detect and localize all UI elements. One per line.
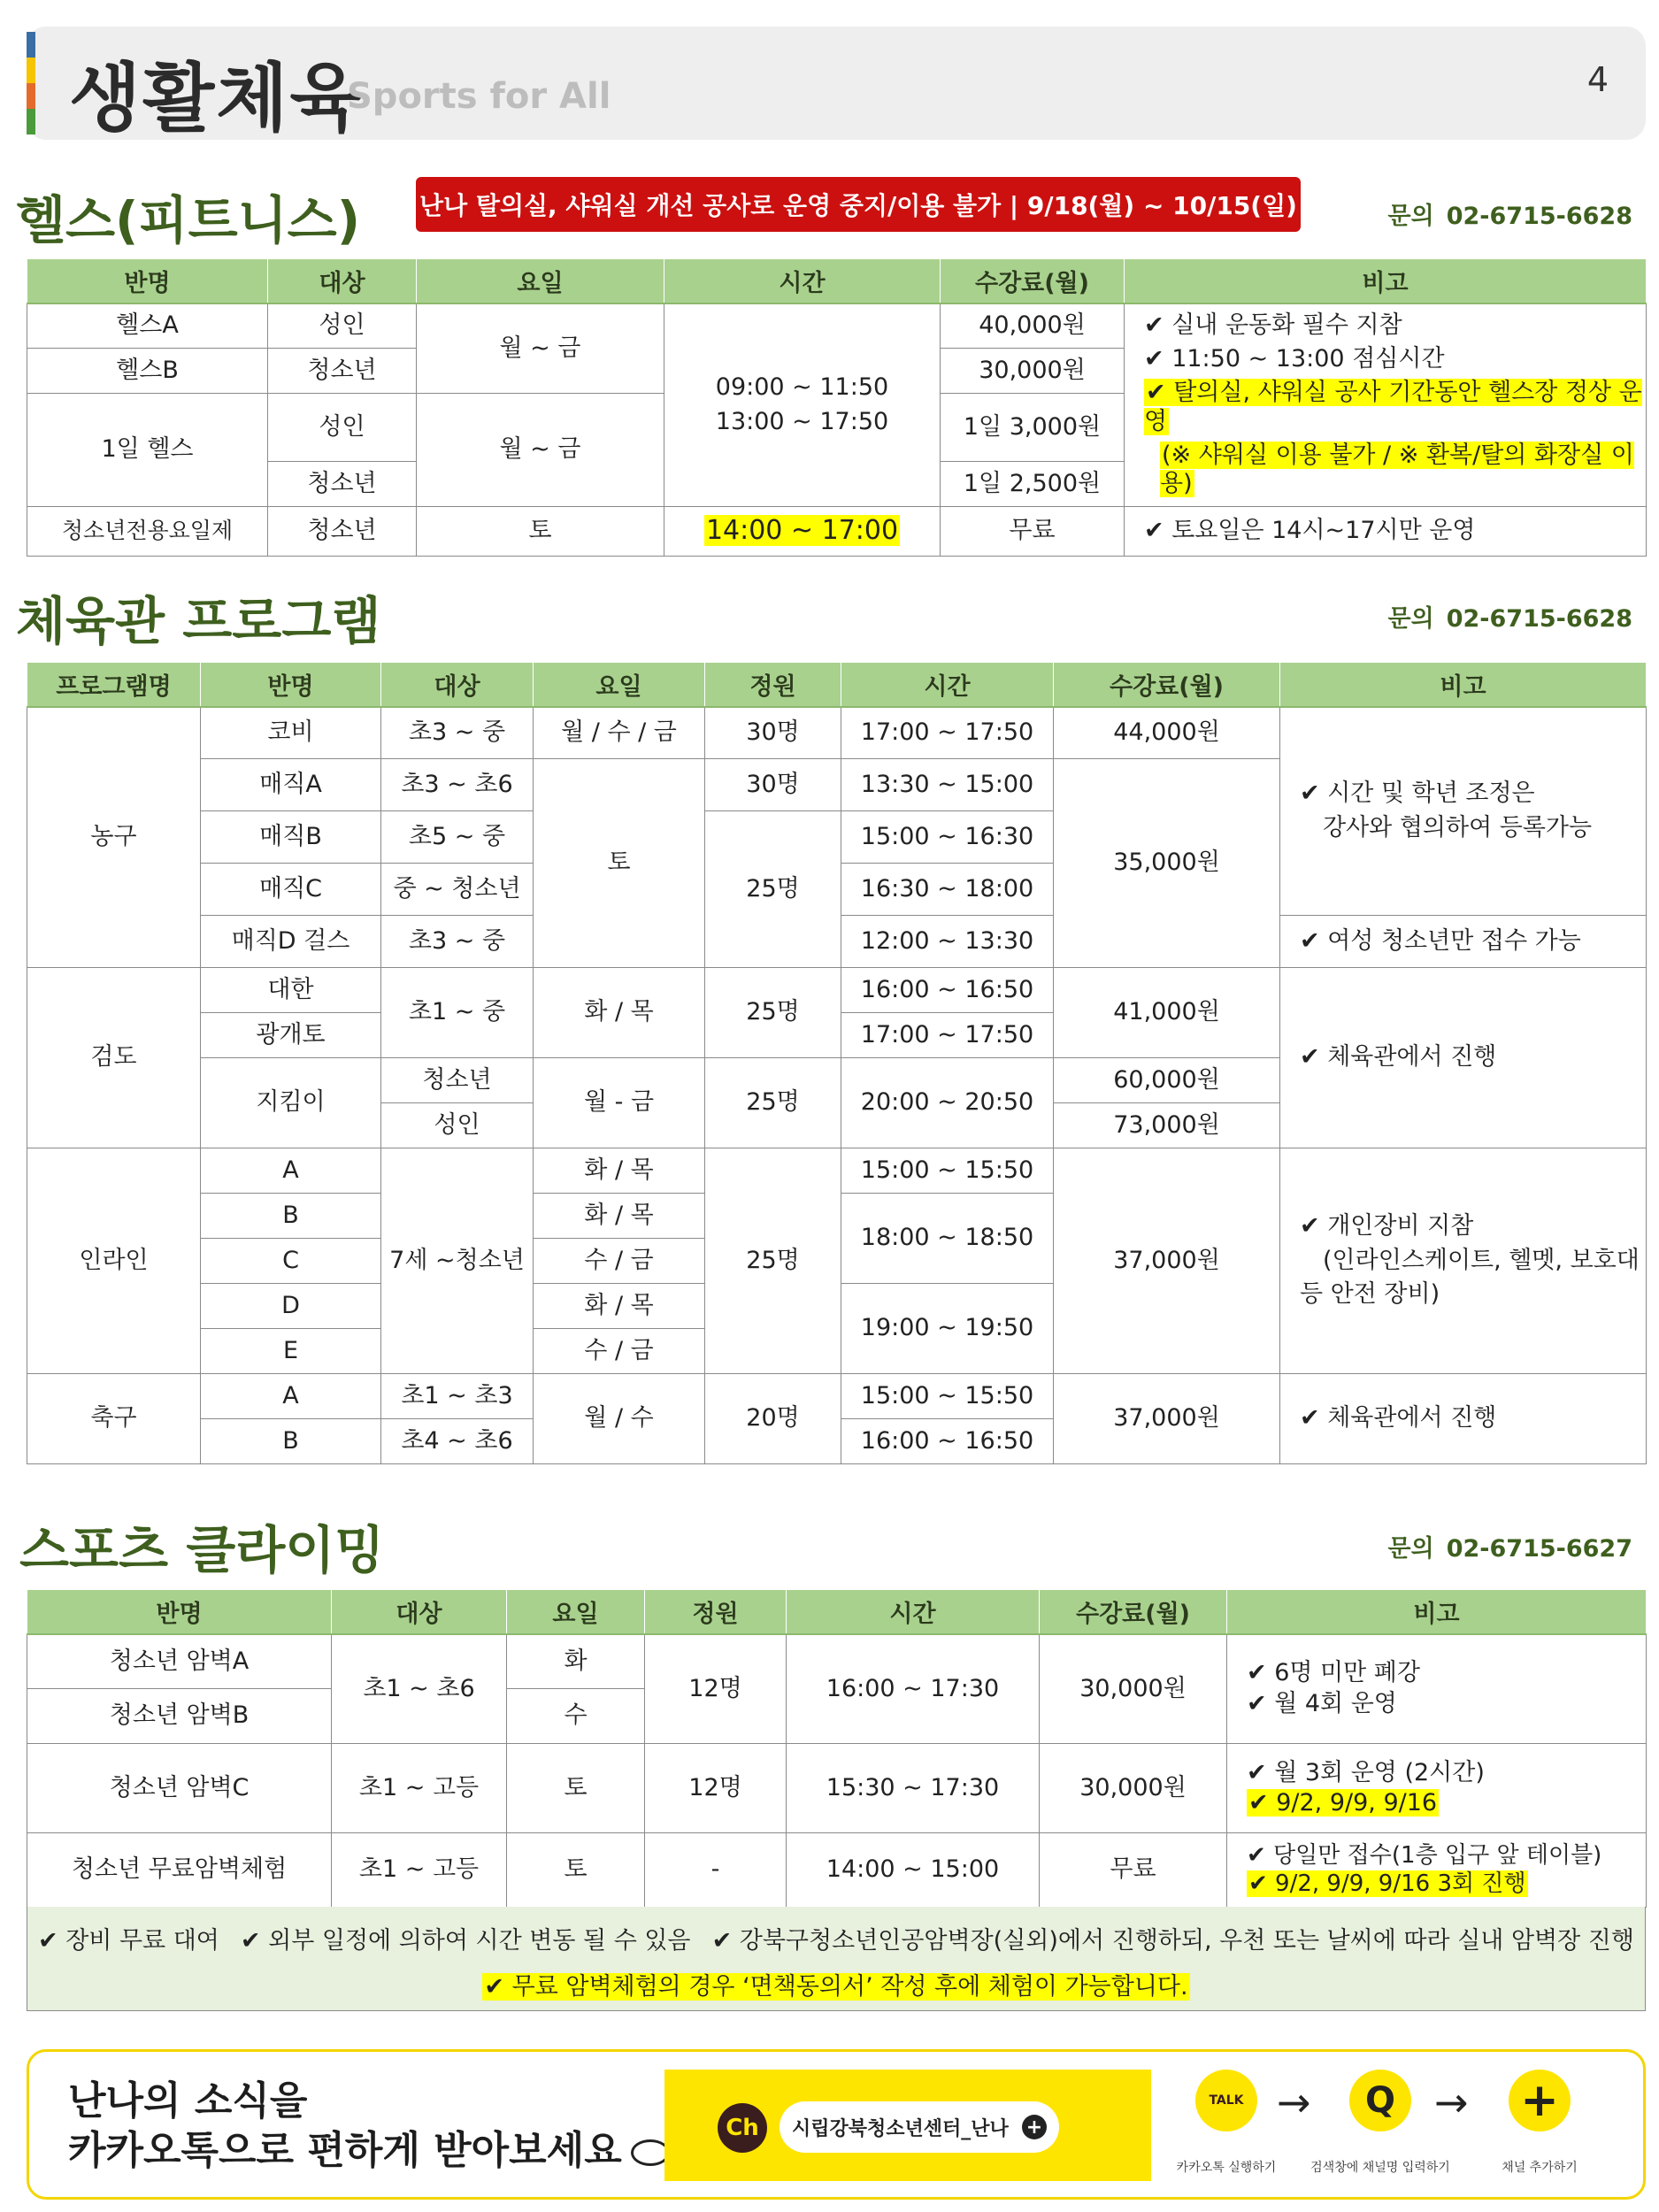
cell: 40,000원 xyxy=(941,303,1125,349)
cell-note: ✔ 당일만 접수(1층 입구 앞 테이블) ✔ 9/2, 9/9, 9/16 3회 진행 xyxy=(1227,1833,1647,1908)
cell-note: ✔ 개인장비 지참 (인라인스케이트, 헬멧, 보호대 등 안전 장비) xyxy=(1280,1148,1647,1374)
col-header: 요일 xyxy=(417,259,664,303)
climbing-contact: 문의 02-6715-6627 xyxy=(1387,1535,1632,1563)
cell: 수 / 금 xyxy=(534,1329,705,1374)
kakao-channel-icon: Ch xyxy=(718,2103,767,2153)
cell: 농구 xyxy=(27,707,201,968)
cell: A xyxy=(201,1374,381,1419)
step-caption: 검색창에 채널명 입력하기 xyxy=(1310,2161,1450,2175)
cell: 44,000원 xyxy=(1054,707,1280,759)
cell: 초4 ~ 초6 xyxy=(381,1419,534,1464)
cell: 무료 xyxy=(1040,1833,1227,1908)
cell-note: ✔ 6명 미만 폐강 ✔ 월 4회 운영 xyxy=(1227,1634,1647,1744)
cell: 성인 xyxy=(381,1103,534,1148)
arrow-icon: → xyxy=(1277,2078,1311,2126)
cell: 25명 xyxy=(705,811,841,968)
cell: 헬스B xyxy=(27,349,268,394)
cell: D xyxy=(201,1284,381,1329)
cell: 30명 xyxy=(705,707,841,759)
cell-note: ✔ 실내 운동화 필수 지참 ✔ 11:50 ~ 13:00 점심시간 ✔ 탈의실, 샤워실 공사 기간동안 헬스장 정상 운영 (※ 샤워실 이용 불가 / ※ 환복/탈의 화장실 이용) xyxy=(1125,303,1647,507)
cell: 16:00 ~ 16:50 xyxy=(841,968,1054,1013)
table-row xyxy=(27,1833,1647,1908)
add-icon: + xyxy=(1022,2115,1047,2139)
col-header: 대상 xyxy=(268,259,417,303)
col-header: 비고 xyxy=(1227,1590,1647,1634)
cell: 성인 xyxy=(268,394,417,462)
cell: 화 xyxy=(507,1634,645,1689)
cell: 초3 ~ 초6 xyxy=(381,759,534,811)
cell: 15:00 ~ 15:50 xyxy=(841,1148,1054,1194)
col-header: 대상 xyxy=(381,663,534,707)
cell-note: ✔ 체육관에서 진행 xyxy=(1280,1374,1647,1464)
col-header: 시간 xyxy=(664,259,941,303)
footnote-item: ✔ 외부 일정에 의하여 시간 변동 될 수 있음 xyxy=(240,1927,691,1955)
cell: 토 xyxy=(507,1744,645,1833)
cell: 19:00 ~ 19:50 xyxy=(841,1284,1054,1374)
col-header: 비고 xyxy=(1125,259,1647,303)
cell: 매직C xyxy=(201,864,381,916)
cell-note: ✔ 여성 청소년만 접수 가능 xyxy=(1280,916,1647,968)
cell: B xyxy=(201,1419,381,1464)
page-subtitle: Sports for All xyxy=(347,76,611,117)
cell: 매직A xyxy=(201,759,381,811)
cell: 화 / 목 xyxy=(534,1148,705,1194)
cell: 토 xyxy=(534,759,705,968)
cell: A xyxy=(201,1148,381,1194)
cell: 화 / 목 xyxy=(534,1284,705,1329)
cell: 매직D 걸스 xyxy=(201,916,381,968)
cell: 청소년 무료암벽체험 xyxy=(27,1833,332,1908)
cell: 화 / 목 xyxy=(534,968,705,1058)
cell-time: 09:00 ~ 11:50 13:00 ~ 17:50 xyxy=(664,303,941,507)
cell: 14:00 ~ 15:00 xyxy=(787,1833,1040,1908)
col-header: 프로그램명 xyxy=(27,663,201,707)
cell: 월 ~ 금 xyxy=(417,303,664,394)
cell: 수 xyxy=(507,1689,645,1744)
cell: 12:00 ~ 13:30 xyxy=(841,916,1054,968)
climbing-title: 스포츠 클라이밍 xyxy=(19,1520,385,1580)
cell: 토 xyxy=(417,506,664,556)
footnote-item: ✔ 장비 무료 대여 xyxy=(38,1927,219,1955)
col-header: 시간 xyxy=(841,663,1054,707)
cell: 1일 2,500원 xyxy=(941,461,1125,506)
gym-contact: 문의 02-6715-6628 xyxy=(1387,605,1632,633)
col-header: 비고 xyxy=(1280,663,1647,707)
table-row xyxy=(27,707,1647,759)
page-title: 생활체육 xyxy=(69,55,364,142)
cell: 초3 ~ 중 xyxy=(381,707,534,759)
kakao-talk-icon: TALK xyxy=(1195,2070,1257,2131)
col-header: 정원 xyxy=(645,1590,787,1634)
cell: 37,000원 xyxy=(1054,1374,1280,1464)
cell: 청소년전용요일제 xyxy=(27,506,268,556)
table-row xyxy=(27,1148,1647,1194)
cell: 청소년 암벽C xyxy=(27,1744,332,1833)
cell: 16:00 ~ 16:50 xyxy=(841,1419,1054,1464)
cell: 초1 ~ 중 xyxy=(381,968,534,1058)
cell: 코비 xyxy=(201,707,381,759)
cell: 청소년 암벽A xyxy=(27,1634,332,1689)
cell: - xyxy=(645,1833,787,1908)
cell: 토 xyxy=(507,1833,645,1908)
cell: 15:30 ~ 17:30 xyxy=(787,1744,1040,1833)
cell: 1일 3,000원 xyxy=(941,394,1125,462)
climbing-footnote xyxy=(27,1907,1646,2011)
cell: 광개토 xyxy=(201,1013,381,1058)
cell: 35,000원 xyxy=(1054,759,1280,968)
table-row xyxy=(27,1634,1647,1689)
cell: 인라인 xyxy=(27,1148,201,1374)
cell: 16:30 ~ 18:00 xyxy=(841,864,1054,916)
table-row xyxy=(27,506,1647,556)
fitness-table xyxy=(27,258,1647,557)
col-header: 반명 xyxy=(201,663,381,707)
col-header: 대상 xyxy=(332,1590,507,1634)
page-number: 4 xyxy=(1586,60,1609,99)
cell-note: ✔ 월 3회 운영 (2시간) ✔ 9/2, 9/9, 9/16 xyxy=(1227,1744,1647,1833)
kakao-channel-box[interactable] xyxy=(664,2070,1151,2181)
footnote-highlight: ✔ 무료 암벽체험의 경우 ‘면책동의서’ 작성 후에 체험이 가능합니다. xyxy=(484,1973,1188,2001)
cell: 17:00 ~ 17:50 xyxy=(841,1013,1054,1058)
col-header: 시간 xyxy=(787,1590,1040,1634)
gym-table xyxy=(27,662,1647,1464)
col-header: 수강료(월) xyxy=(1054,663,1280,707)
table-row xyxy=(27,1374,1647,1419)
cell: 7세 ~청소년 xyxy=(381,1148,534,1374)
cell: 20명 xyxy=(705,1374,841,1464)
cell: 초1 ~ 초6 xyxy=(332,1634,507,1744)
cell: 41,000원 xyxy=(1054,968,1280,1058)
cell: 30명 xyxy=(705,759,841,811)
cell: 60,000원 xyxy=(1054,1058,1280,1103)
fitness-title: 헬스(피트니스) xyxy=(16,190,361,250)
cell: B xyxy=(201,1194,381,1239)
cell: 25명 xyxy=(705,1058,841,1148)
cell: 성인 xyxy=(268,303,417,349)
gym-title: 체육관 프로그램 xyxy=(16,591,381,651)
col-header: 반명 xyxy=(27,1590,332,1634)
page-header xyxy=(27,27,1646,140)
channel-name-pill[interactable]: 시립강북청소년센터_난나 + xyxy=(780,2101,1059,2153)
cell: 17:00 ~ 17:50 xyxy=(841,707,1054,759)
cell: 1일 헬스 xyxy=(27,394,268,507)
cell: 37,000원 xyxy=(1054,1148,1280,1374)
cell: 15:00 ~ 16:30 xyxy=(841,811,1054,864)
cell: 청소년 xyxy=(268,506,417,556)
cell: 25명 xyxy=(705,968,841,1058)
cell: 초1 ~ 고등 xyxy=(332,1744,507,1833)
cell: 수 / 금 xyxy=(534,1239,705,1284)
cell: 월 / 수 xyxy=(534,1374,705,1464)
cell: E xyxy=(201,1329,381,1374)
cell-note: ✔ 체육관에서 진행 xyxy=(1280,968,1647,1148)
cell: 12명 xyxy=(645,1744,787,1833)
col-header: 반명 xyxy=(27,259,268,303)
cell: 무료 xyxy=(941,506,1125,556)
cell: 30,000원 xyxy=(1040,1634,1227,1744)
col-header: 요일 xyxy=(534,663,705,707)
cell: 12명 xyxy=(645,1634,787,1744)
cell: 18:00 ~ 18:50 xyxy=(841,1194,1054,1284)
cell: 초1 ~ 고등 xyxy=(332,1833,507,1908)
cell: 15:00 ~ 15:50 xyxy=(841,1374,1054,1419)
cell: 헬스A xyxy=(27,303,268,349)
cell: 20:00 ~ 20:50 xyxy=(841,1058,1054,1148)
cell: 초1 ~ 초3 xyxy=(381,1374,534,1419)
cell: 월 ~ 금 xyxy=(417,394,664,507)
cell: 월 / 수 / 금 xyxy=(534,707,705,759)
cell: 청소년 xyxy=(381,1058,534,1103)
fitness-notice: 난나 탈의실, 샤워실 개선 공사로 운영 중지/이용 불가 | 9/18(월) ~ 10/15(일) xyxy=(416,177,1301,232)
col-header: 수강료(월) xyxy=(941,259,1125,303)
cell: 매직B xyxy=(201,811,381,864)
cell: 검도 xyxy=(27,968,201,1148)
cell: 중 ~ 청소년 xyxy=(381,864,534,916)
cell: 화 / 목 xyxy=(534,1194,705,1239)
col-header: 수강료(월) xyxy=(1040,1590,1227,1634)
cell: 청소년 xyxy=(268,349,417,394)
cell: 청소년 암벽B xyxy=(27,1689,332,1744)
cell-note: ✔ 시간 및 학년 조정은 강사와 협의하여 등록가능 xyxy=(1280,707,1647,916)
cell: 73,000원 xyxy=(1054,1103,1280,1148)
cell: 25명 xyxy=(705,1148,841,1374)
cell: 초5 ~ 중 xyxy=(381,811,534,864)
step-caption: 카카오톡 실행하기 xyxy=(1176,2161,1277,2175)
search-icon: Q xyxy=(1349,2070,1411,2131)
cell: 축구 xyxy=(27,1374,201,1464)
cell: 13:30 ~ 15:00 xyxy=(841,759,1054,811)
cell: 지킴이 xyxy=(201,1058,381,1148)
footnote-item: ✔ 강북구청소년인공암벽장(실외)에서 진행하되, 우천 또는 날씨에 따라 실내 암벽장 진행 xyxy=(711,1927,1634,1955)
fitness-contact: 문의 02-6715-6628 xyxy=(1387,203,1632,230)
cell: 청소년 xyxy=(268,461,417,506)
table-row xyxy=(27,303,1647,349)
cell: 초3 ~ 중 xyxy=(381,916,534,968)
cell: 30,000원 xyxy=(941,349,1125,394)
cell: C xyxy=(201,1239,381,1284)
cell: 대한 xyxy=(201,968,381,1013)
cell: 16:00 ~ 17:30 xyxy=(787,1634,1040,1744)
col-header: 정원 xyxy=(705,663,841,707)
kakao-message: 난나의 소식을 카카오톡으로 편하게 받아보세요 xyxy=(68,2077,670,2177)
col-header: 요일 xyxy=(507,1590,645,1634)
table-row xyxy=(27,1744,1647,1833)
kakao-banner xyxy=(27,2049,1646,2200)
cell: 월 - 금 xyxy=(534,1058,705,1148)
logo-stripes xyxy=(27,32,35,134)
arrow-icon: → xyxy=(1434,2078,1469,2126)
cell-note: ✔ 토요일은 14시~17시만 운영 xyxy=(1125,506,1647,556)
table-row xyxy=(27,968,1647,1013)
add-channel-icon: + xyxy=(1509,2070,1571,2131)
cell: 30,000원 xyxy=(1040,1744,1227,1833)
step-caption: 채널 추가하기 xyxy=(1502,2161,1578,2175)
climbing-table xyxy=(27,1589,1647,1908)
cell: 14:00 ~ 17:00 xyxy=(664,506,941,556)
